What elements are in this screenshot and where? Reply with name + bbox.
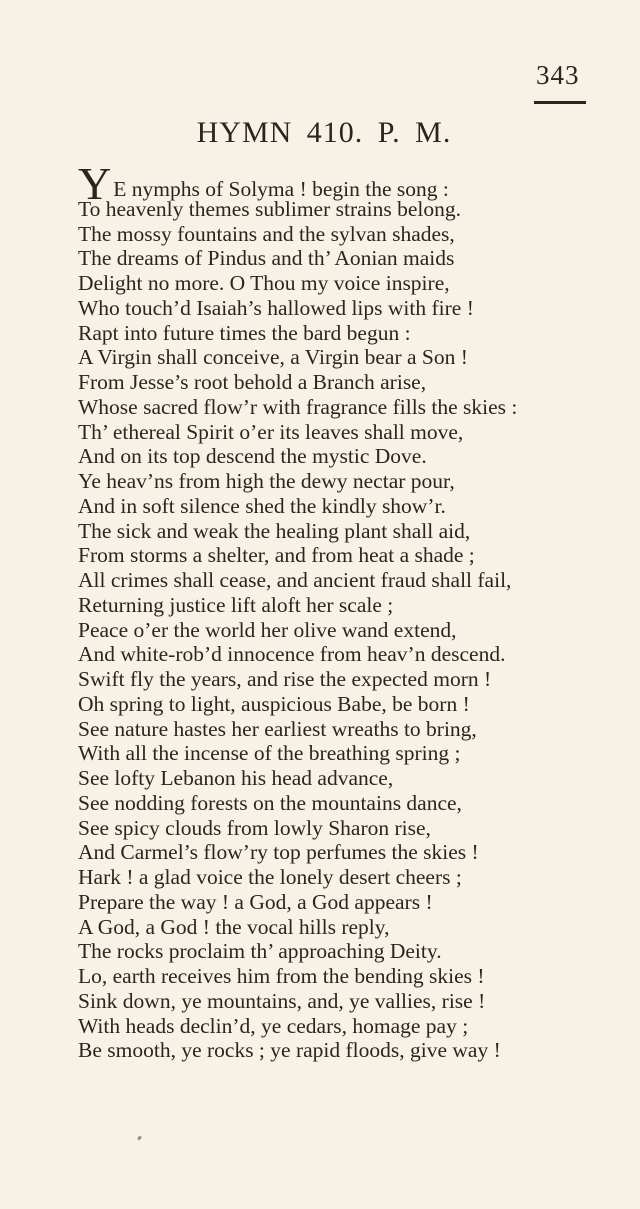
verse-line: See nodding forests on the mountains dance, (78, 790, 462, 815)
drop-cap: Y (78, 158, 112, 209)
hymn-title: HYMN 410. P. M. (196, 116, 452, 149)
verse-line: Be smooth, ye rocks ; ye rapid floods, give way ! (78, 1038, 501, 1063)
verse-line: A Virgin shall conceive, a Virgin bear a Son ! (78, 345, 468, 370)
verse-line: From storms a shelter, and from heat a shade ; (78, 543, 475, 568)
verse-line: See lofty Lebanon his head advance, (78, 766, 394, 790)
verse-line: From Jesse’s root behold a Branch arise, (78, 370, 427, 394)
verse-line: Lo, earth receives him from the bending skies ! (78, 964, 485, 988)
verse-line: Swift fly the years, and rise the expected morn ! (78, 667, 492, 691)
verse-line: The sick and weak the healing plant shall aid, (78, 518, 471, 543)
verse-line: With all the incense of the breathing spring ; (78, 741, 461, 766)
paper-speck (137, 1136, 142, 1141)
verse-line: The mossy fountains and the sylvan shades, (78, 221, 455, 246)
verse-line: And in soft silence shed the kindly show’r. (78, 493, 446, 518)
verse-line: Ye heav’ns from high the dewy nectar pour, (78, 469, 455, 493)
verse-line: And Carmel’s flow’ry top perfumes the skies ! (78, 840, 479, 865)
verse-line: Delight no more. O Thou my voice inspire, (78, 271, 450, 295)
hymn-verse (78, 158, 598, 1063)
verse-line: See nature hastes her earliest wreaths to bring, (78, 716, 477, 741)
verse-line: With heads declin’d, ye cedars, homage pay ; (78, 1013, 469, 1038)
verse-line: Prepare the way ! a God, a God appears ! (78, 889, 433, 914)
verse-line: Rapt into future times the bard begun : (78, 320, 411, 345)
verse-line: Peace o’er the world her olive wand extend, (78, 617, 457, 642)
verse-line: Sink down, ye mountains, and, ye vallies, rise ! (78, 988, 486, 1013)
verse-line: Hark ! a glad voice the lonely desert cheers ; (78, 865, 462, 889)
verse-line: All crimes shall cease, and ancient fraud shall fail, (78, 568, 512, 592)
verse-line: And on its top descend the mystic Dove. (78, 444, 427, 469)
verse-line: And white-rob’d innocence from heav’n descend. (78, 642, 506, 667)
verse-line: To heavenly themes sublimer strains belong. (78, 196, 462, 221)
verse-line: Returning justice lift aloft her scale ; (78, 592, 394, 617)
verse-line: The dreams of Pindus and th’ Aonian maids (78, 246, 455, 271)
verse-line: The rocks proclaim th’ approaching Deity. (78, 939, 442, 964)
page-number: 343 (536, 60, 580, 90)
verse-line: See spicy clouds from lowly Sharon rise, (78, 815, 431, 840)
page-number-rule (534, 101, 586, 104)
verse-line: Th’ ethereal Spirit o’er its leaves shall move, (78, 419, 464, 444)
verse-line: Oh spring to light, auspicious Babe, be born ! (78, 691, 470, 716)
first-line-text: E nymphs of Solyma ! begin the song : (113, 177, 449, 201)
verse-line: Who touch’d Isaiah’s hallowed lips with fire ! (78, 295, 474, 320)
verse-line: A God, a God ! the vocal hills reply, (78, 914, 390, 939)
verse-line: Whose sacred flow’r with fragrance fills the skies : (78, 394, 518, 419)
